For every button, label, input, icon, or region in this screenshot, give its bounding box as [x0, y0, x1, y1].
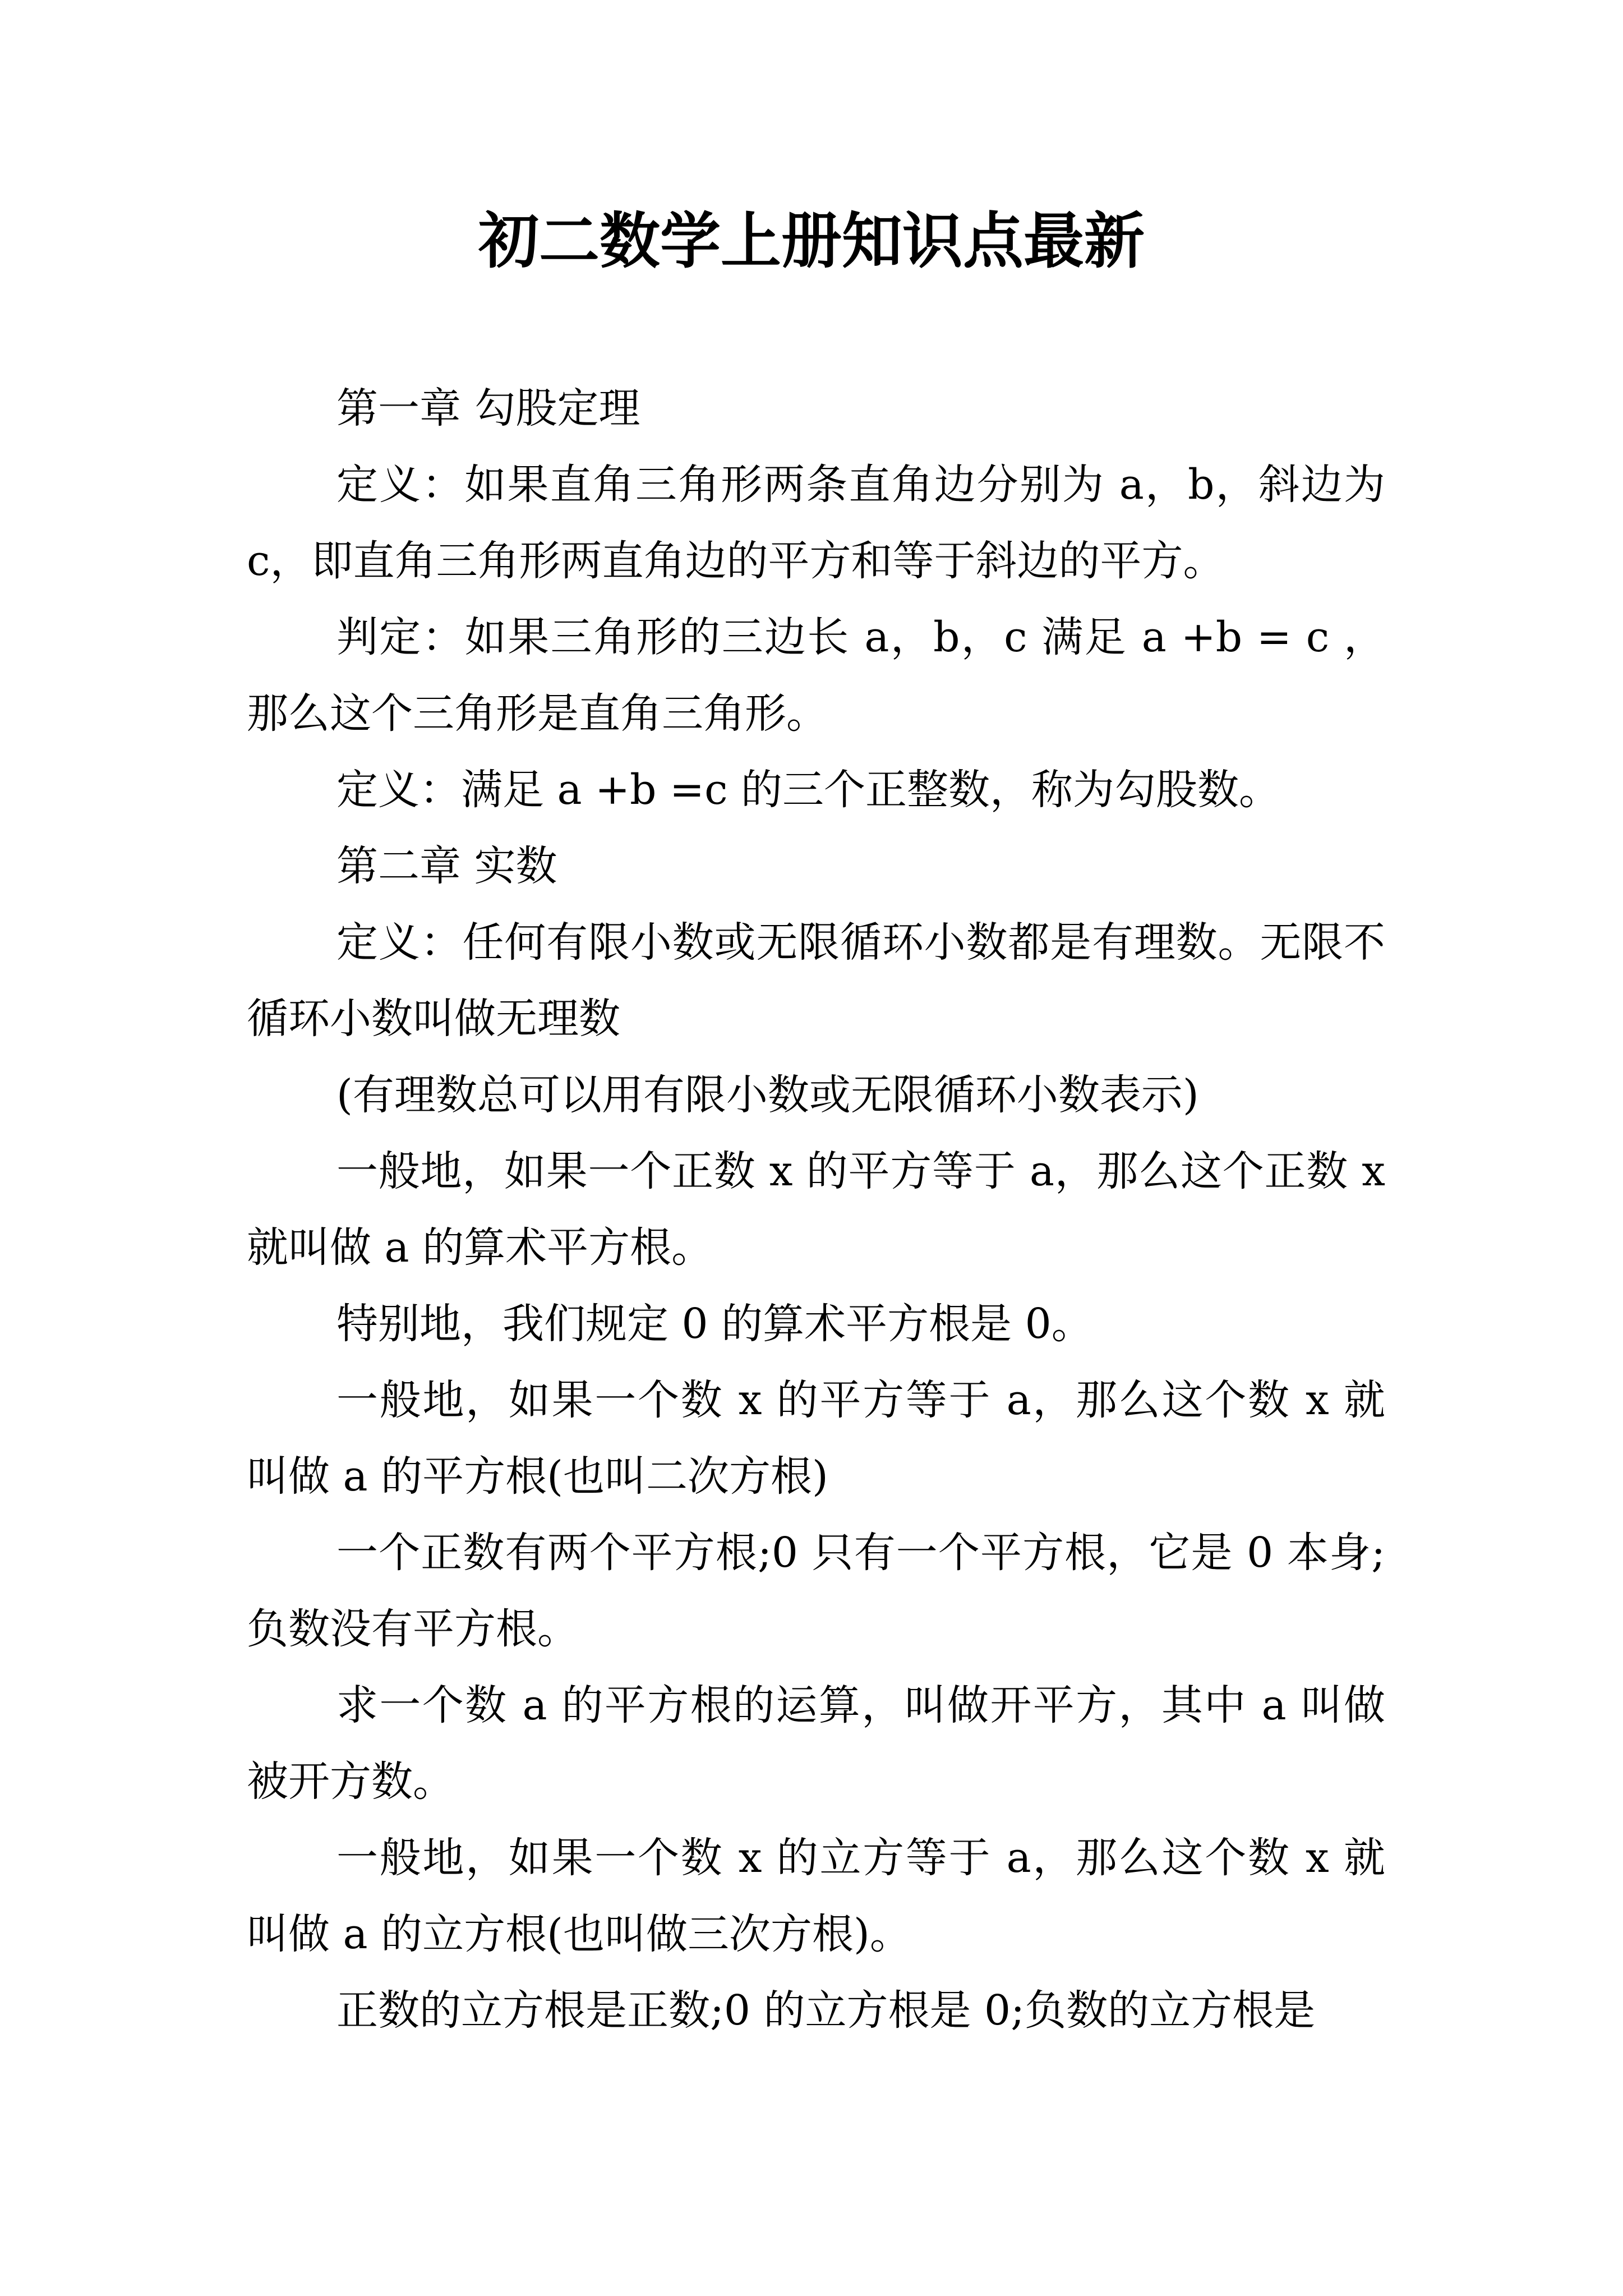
chapter-heading: 第二章 实数	[336, 842, 557, 890]
paragraph: 定义：满足 a +b =c 的三个正整数，称为勾股数。	[336, 766, 1281, 814]
paragraph: 一个正数有两个平方根;0 只有一个平方根，它是 0 本身;负数没有平方根。	[247, 1529, 1385, 1653]
paragraph: 一般地，如果一个数 x 的立方等于 a，那么这个数 x 就叫做 a 的立方根(也叫做三次方根)。	[247, 1834, 1385, 1958]
paragraph: 特别地，我们规定 0 的算术平方根是 0。	[336, 1300, 1093, 1348]
document-title: 初二数学上册知识点最新	[478, 206, 1145, 277]
paragraph: 定义：如果直角三角形两条直角边分别为 a，b，斜边为 c，即直角三角形两直角边的平方和等于斜边的平方。	[247, 461, 1399, 585]
paragraph: 一般地，如果一个正数 x 的平方等于 a，那么这个正数 x 就叫做 a 的算术平方根。	[247, 1147, 1399, 1272]
chapter-heading: 第一章 勾股定理	[336, 384, 640, 432]
paragraph: 定义：任何有限小数或无限循环小数都是有理数。无限不循环小数叫做无理数	[247, 918, 1385, 1043]
paragraph: 正数的立方根是正数;0 的立方根是 0;负数的立方根是	[336, 1986, 1316, 2035]
document-body	[247, 370, 1399, 2049]
paragraph: 判定：如果三角形的三边长 a，b，c 满足 a +b = c ，那么这个三角形是直角三角形。	[247, 613, 1385, 738]
paragraph: 一般地，如果一个数 x 的平方等于 a，那么这个数 x 就叫做 a 的平方根(也叫二次方根)	[247, 1376, 1385, 1501]
paragraph: 求一个数 a 的平方根的运算，叫做开平方，其中 a 叫做被开方数。	[247, 1681, 1385, 1806]
paragraph: (有理数总可以用有限小数或无限循环小数表示)	[336, 1071, 1199, 1119]
